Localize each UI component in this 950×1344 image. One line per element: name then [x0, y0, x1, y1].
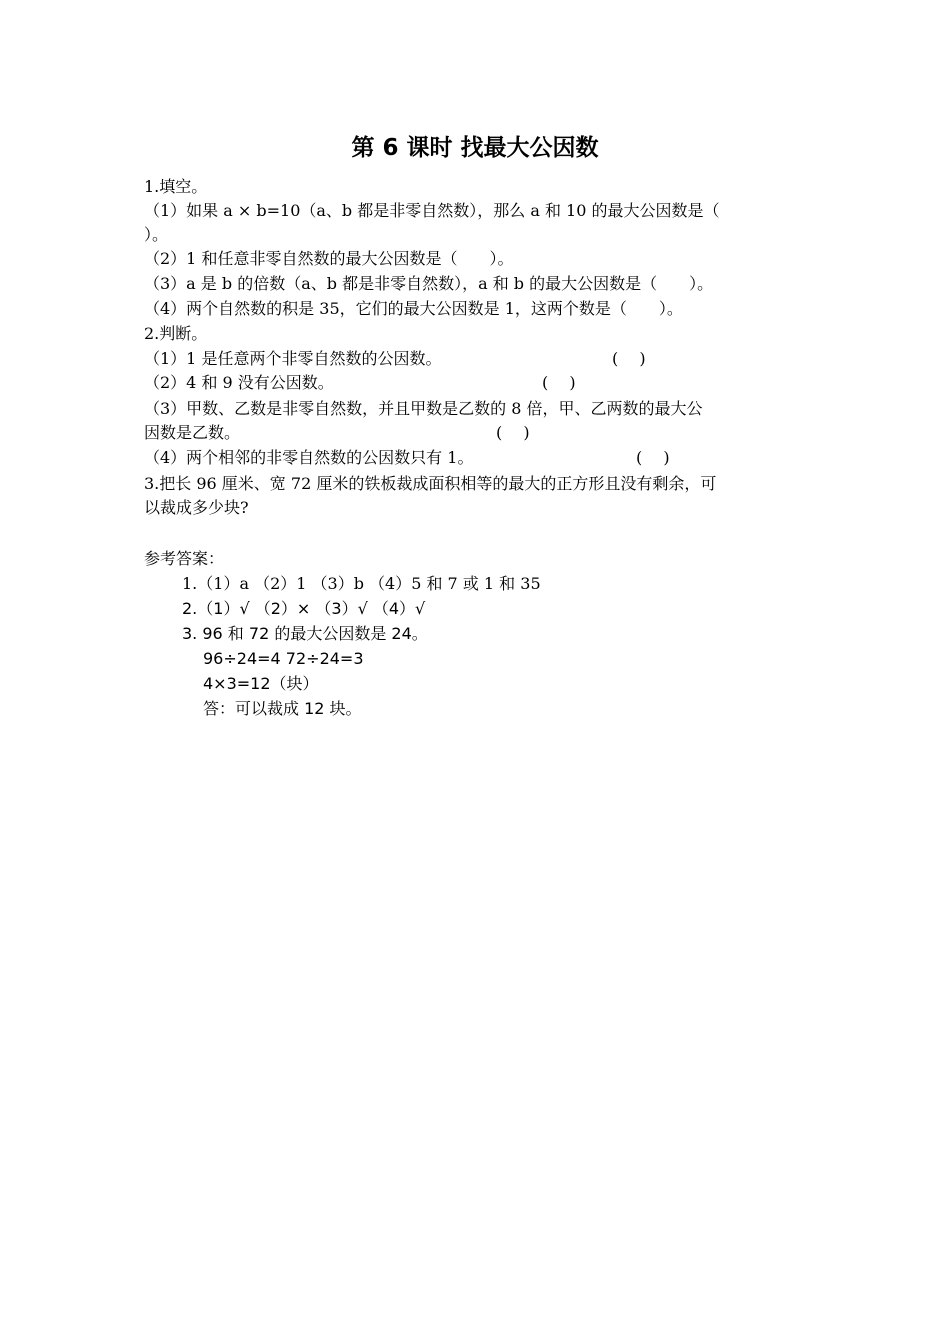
fill-question-3: （3）a 是 b 的倍数（a、b 都是非零自然数），a 和 b 的最大公因数是（ ）。 [144, 274, 714, 293]
fill-question-2: （2）1 和任意非零自然数的最大公因数是（ ）。 [144, 249, 514, 268]
section-1-heading: 1.填空。 [144, 177, 208, 196]
judge-answer-blank-3: ( ) [496, 423, 530, 442]
answer-3-line-3: 4×3=12（块） [203, 674, 319, 693]
answers-heading: 参考答案： [144, 549, 225, 568]
answer-3-line-1: 3. 96 和 72 的最大公因数是 24。 [182, 624, 428, 643]
judge-question-4: （4）两个相邻的非零自然数的公因数只有 1。 [144, 448, 474, 467]
answer-3-line-4: 答：可以裁成 12 块。 [203, 699, 362, 718]
answer-1: 1.（1）a （2）1 （3）b （4）5 和 7 或 1 和 35 [182, 574, 541, 593]
word-problem-line-2: 以裁成多少块? [144, 498, 249, 517]
fill-question-4: （4）两个自然数的积是 35，它们的最大公因数是 1，这两个数是（ ）。 [144, 299, 683, 318]
word-problem-line-1: 3.把长 96 厘米、宽 72 厘米的铁板裁成面积相等的最大的正方形且没有剩余，可 [144, 474, 717, 493]
judge-answer-blank-4: ( ) [636, 448, 670, 467]
judge-question-1: （1）1 是任意两个非零自然数的公因数。 [144, 349, 442, 368]
fill-question-1-line-1: （1）如果 a × b=10（a、b 都是非零自然数），那么 a 和 10 的最大公因数是（ [144, 201, 720, 220]
answer-2: 2.（1）√ （2）× （3）√ （4）√ [182, 599, 426, 618]
judge-question-2: （2）4 和 9 没有公因数。 [144, 373, 334, 392]
judge-answer-blank-1: ( ) [612, 349, 646, 368]
answer-3-line-2: 96÷24=4 72÷24=3 [203, 649, 364, 668]
page-title: 第 6 课时 找最大公因数 [351, 135, 599, 161]
section-2-heading: 2.判断。 [144, 324, 208, 343]
judge-question-3-line-2: 因数是乙数。 [144, 423, 241, 442]
fill-question-1-line-2: ）。 [144, 225, 169, 244]
judge-question-3-line-1: （3）甲数、乙数是非零自然数，并且甲数是乙数的 8 倍，甲、乙两数的最大公 [144, 399, 703, 418]
judge-answer-blank-2: ( ) [542, 373, 576, 392]
